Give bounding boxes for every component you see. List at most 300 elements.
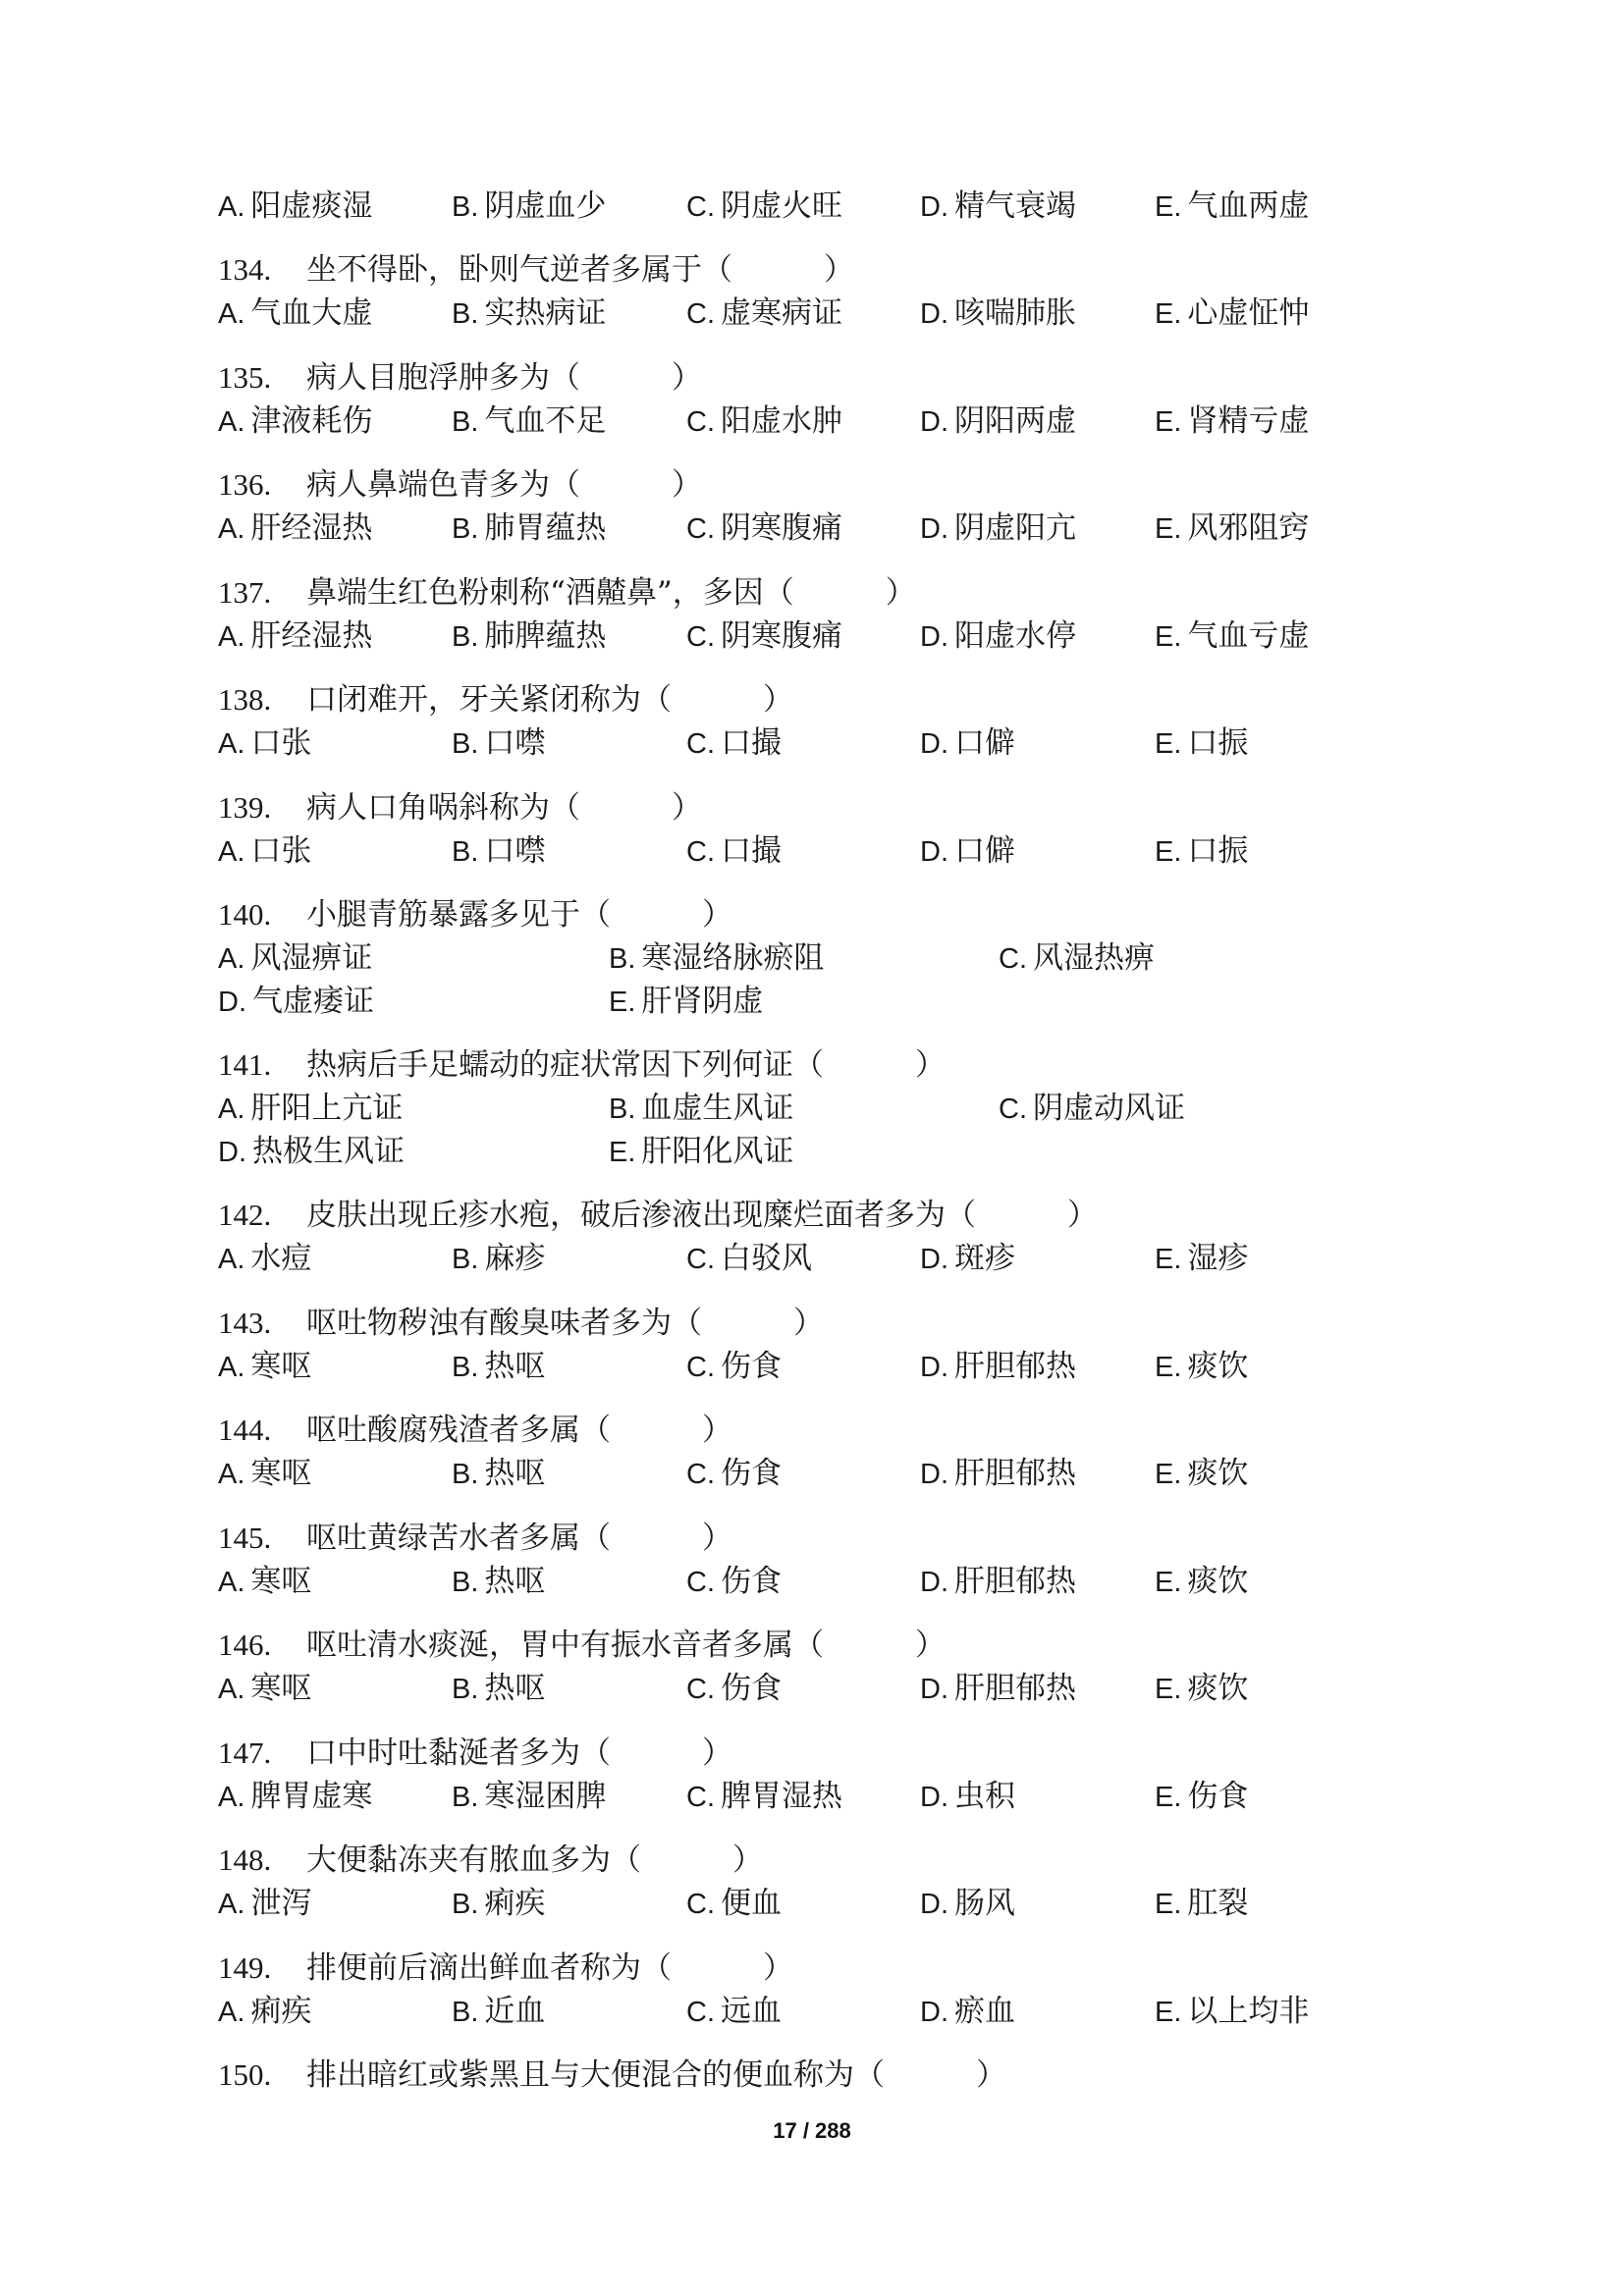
option-a bbox=[218, 400, 372, 444]
options-row bbox=[218, 1130, 1396, 1173]
option-c bbox=[686, 1237, 812, 1281]
question-text: 鼻端生红色粉刺称“酒齄鼻”，多因（ ） bbox=[306, 574, 916, 611]
option-letter: B. bbox=[452, 405, 479, 438]
option-text: 阳虚水肿 bbox=[721, 402, 842, 439]
option-text: 热呕 bbox=[484, 1563, 546, 1599]
option-letter: B. bbox=[452, 835, 479, 868]
option-text: 肝经湿热 bbox=[250, 617, 373, 654]
option-text: 泄泻 bbox=[250, 1886, 312, 1921]
option-c bbox=[686, 1990, 782, 2034]
option-a bbox=[218, 829, 311, 874]
question-text: 小腿青筋暴露多见于（ ） bbox=[306, 897, 732, 933]
options-row bbox=[218, 507, 1396, 550]
question-stem bbox=[218, 1839, 1396, 1882]
option-text: 远血 bbox=[721, 1993, 782, 2029]
option-letter: C. bbox=[686, 1351, 715, 1383]
option-a bbox=[218, 1452, 311, 1496]
question-number: 145. bbox=[218, 1520, 272, 1555]
option-letter: B. bbox=[452, 191, 479, 223]
option-text: 伤食 bbox=[721, 1456, 782, 1491]
option-letter: C. bbox=[686, 1781, 715, 1813]
option-text: 口噤 bbox=[484, 725, 546, 761]
option-text: 肝阳上亢证 bbox=[250, 1091, 404, 1126]
option-letter: C. bbox=[686, 1459, 715, 1490]
option-c bbox=[686, 1452, 782, 1496]
option-text: 口振 bbox=[1187, 725, 1249, 761]
option-letter: D. bbox=[218, 987, 246, 1018]
option-text: 湿疹 bbox=[1187, 1241, 1249, 1276]
option-letter: D. bbox=[920, 1351, 948, 1383]
option-letter: B. bbox=[452, 1459, 479, 1490]
option-b bbox=[452, 721, 545, 766]
option-text: 阴寒腹痛 bbox=[721, 617, 842, 654]
option-b bbox=[452, 292, 606, 336]
question-stem bbox=[218, 2054, 1396, 2097]
question-item bbox=[218, 1947, 1396, 2033]
question-item bbox=[218, 1409, 1396, 1495]
option-letter: E. bbox=[1155, 513, 1182, 545]
option-e bbox=[1155, 829, 1248, 874]
option-letter: A. bbox=[218, 1781, 245, 1813]
option-letter: E. bbox=[1155, 1459, 1182, 1490]
option-letter: B. bbox=[452, 1351, 479, 1383]
question-text: 排便前后滴出鲜血者称为（ ） bbox=[306, 1949, 793, 1986]
option-a bbox=[218, 507, 372, 551]
question-stem bbox=[218, 463, 1396, 507]
option-b bbox=[452, 1990, 545, 2034]
option-a bbox=[218, 614, 372, 659]
question-item bbox=[218, 1517, 1396, 1603]
question-stem bbox=[218, 248, 1396, 292]
question-text: 呕吐清水痰涎，胃中有振水音者多属（ ） bbox=[306, 1628, 946, 1663]
question-stem bbox=[218, 1732, 1396, 1775]
option-c bbox=[686, 1667, 782, 1711]
option-text: 口振 bbox=[1187, 832, 1249, 869]
option-text: 阴虚火旺 bbox=[721, 188, 842, 224]
question-item bbox=[218, 463, 1396, 550]
option-letter: A. bbox=[218, 1566, 245, 1598]
option-letter: D. bbox=[920, 728, 948, 760]
question-133-options bbox=[218, 185, 1396, 228]
option-d bbox=[218, 1130, 405, 1174]
option-a bbox=[218, 1882, 311, 1926]
question-text: 大便黏冻夹有脓血多为（ ） bbox=[306, 1842, 763, 1878]
question-number: 136. bbox=[218, 467, 272, 502]
option-e bbox=[1155, 1667, 1248, 1711]
option-text: 热呕 bbox=[484, 1348, 546, 1384]
option-text: 脾胃湿热 bbox=[721, 1778, 842, 1814]
option-c bbox=[686, 507, 842, 551]
question-item bbox=[218, 678, 1396, 765]
option-text: 寒呕 bbox=[250, 1671, 312, 1706]
option-a bbox=[218, 936, 372, 981]
option-letter: C. bbox=[686, 1889, 715, 1920]
option-letter: C. bbox=[686, 728, 715, 760]
option-c bbox=[686, 1882, 782, 1926]
option-d bbox=[920, 1775, 1015, 1819]
option-letter: E. bbox=[1155, 405, 1182, 438]
options-row bbox=[218, 980, 1396, 1023]
option-b bbox=[452, 1667, 545, 1711]
option-text: 血虚生风证 bbox=[641, 1091, 794, 1126]
option-text: 近血 bbox=[484, 1993, 546, 2029]
option-c bbox=[686, 185, 842, 229]
option-c bbox=[999, 1087, 1185, 1131]
question-number: 146. bbox=[218, 1628, 272, 1662]
option-c bbox=[999, 936, 1155, 981]
option-text: 口僻 bbox=[954, 725, 1015, 761]
option-text: 伤食 bbox=[721, 1563, 782, 1599]
option-text: 风湿痹证 bbox=[250, 940, 373, 976]
option-letter: D. bbox=[920, 1566, 948, 1598]
option-d bbox=[920, 1667, 1076, 1711]
option-d bbox=[920, 1990, 1015, 2034]
options-row bbox=[218, 1452, 1396, 1495]
option-text: 咳喘肺胀 bbox=[954, 295, 1076, 331]
option-text: 阳虚水停 bbox=[954, 617, 1076, 654]
option-text: 水痘 bbox=[250, 1241, 312, 1276]
option-a bbox=[218, 1667, 311, 1711]
option-e bbox=[609, 980, 763, 1024]
question-number: 141. bbox=[218, 1047, 272, 1082]
option-text: 便血 bbox=[721, 1886, 782, 1921]
option-letter: D. bbox=[920, 1244, 948, 1275]
option-text: 肛裂 bbox=[1187, 1886, 1249, 1921]
option-text: 口撮 bbox=[721, 832, 782, 869]
option-e bbox=[1155, 1990, 1309, 2034]
option-text: 热呕 bbox=[484, 1456, 546, 1491]
option-letter: A. bbox=[218, 1459, 245, 1490]
option-text: 寒呕 bbox=[250, 1563, 312, 1599]
question-item bbox=[218, 1043, 1396, 1173]
option-letter: D. bbox=[920, 620, 948, 653]
option-text: 痢疾 bbox=[250, 1993, 312, 2029]
option-text: 热极生风证 bbox=[252, 1134, 405, 1169]
option-letter: B. bbox=[609, 943, 636, 975]
option-letter: B. bbox=[452, 620, 479, 653]
question-text: 病人口角㖞斜称为（ ） bbox=[306, 789, 702, 826]
option-b bbox=[452, 829, 545, 874]
question-stem bbox=[218, 1194, 1396, 1237]
option-text: 痰饮 bbox=[1187, 1671, 1249, 1706]
question-number: 143. bbox=[218, 1305, 272, 1340]
option-d bbox=[920, 614, 1076, 659]
option-c bbox=[686, 1775, 842, 1819]
question-stem bbox=[218, 1947, 1396, 1990]
option-c bbox=[686, 1345, 782, 1389]
option-letter: A. bbox=[218, 1244, 245, 1275]
option-d bbox=[920, 292, 1076, 336]
option-e bbox=[1155, 185, 1309, 229]
option-letter: C. bbox=[686, 405, 715, 438]
option-letter: A. bbox=[218, 298, 245, 330]
question-item bbox=[218, 1194, 1396, 1280]
question-number: 142. bbox=[218, 1198, 272, 1232]
option-d bbox=[920, 1237, 1015, 1281]
option-d bbox=[920, 1560, 1076, 1604]
question-number: 139. bbox=[218, 789, 272, 825]
option-b bbox=[452, 185, 606, 229]
option-a bbox=[218, 1237, 311, 1281]
option-letter: D. bbox=[218, 1137, 246, 1168]
option-letter: E. bbox=[1155, 1566, 1182, 1598]
question-item bbox=[218, 1839, 1396, 1925]
options-row bbox=[218, 1560, 1396, 1603]
question-number: 149. bbox=[218, 1949, 272, 1985]
option-c bbox=[686, 292, 842, 336]
question-text: 呕吐酸腐残渣者多属（ ） bbox=[306, 1413, 732, 1448]
question-item bbox=[218, 1732, 1396, 1818]
option-e bbox=[609, 1130, 793, 1174]
option-e bbox=[1155, 507, 1309, 551]
option-e bbox=[1155, 1452, 1248, 1496]
options-row bbox=[218, 292, 1396, 335]
option-a bbox=[218, 1087, 403, 1131]
option-d bbox=[920, 1452, 1076, 1496]
option-text: 热呕 bbox=[484, 1671, 546, 1706]
option-e bbox=[1155, 1345, 1248, 1389]
question-item bbox=[218, 248, 1396, 335]
option-text: 伤食 bbox=[721, 1348, 782, 1384]
question-item bbox=[218, 571, 1396, 658]
option-letter: E. bbox=[1155, 1781, 1182, 1813]
option-text: 伤食 bbox=[721, 1671, 782, 1706]
option-letter: C. bbox=[686, 1996, 715, 2028]
option-letter: E. bbox=[609, 987, 636, 1018]
question-number: 140. bbox=[218, 897, 272, 932]
question-text: 口闭难开，牙关紧闭称为（ ） bbox=[306, 682, 793, 718]
option-b bbox=[452, 1775, 606, 1819]
option-letter: B. bbox=[452, 298, 479, 330]
option-c bbox=[686, 1560, 782, 1604]
option-c bbox=[686, 721, 782, 766]
options-row bbox=[218, 1345, 1396, 1388]
option-text: 肝经湿热 bbox=[250, 510, 373, 546]
options-row bbox=[218, 1667, 1396, 1710]
option-text: 风邪阻窍 bbox=[1187, 510, 1310, 546]
question-stem bbox=[218, 1302, 1396, 1345]
option-letter: B. bbox=[452, 1244, 479, 1275]
question-text: 口中时吐黏涎者多为（ ） bbox=[306, 1735, 732, 1771]
question-number: 144. bbox=[218, 1413, 272, 1447]
question-number: 150. bbox=[218, 2057, 272, 2092]
question-text: 坐不得卧，卧则气逆者多属于（ ） bbox=[306, 252, 854, 288]
option-text: 虚寒病证 bbox=[721, 295, 842, 331]
option-a bbox=[218, 1990, 311, 2034]
option-text: 精气衰竭 bbox=[954, 188, 1076, 224]
options-row bbox=[218, 400, 1396, 443]
question-stem bbox=[218, 893, 1396, 936]
option-text: 口张 bbox=[250, 832, 312, 869]
option-text: 气血亏虚 bbox=[1187, 617, 1310, 654]
option-text: 阴虚动风证 bbox=[1033, 1091, 1185, 1126]
option-b bbox=[452, 507, 606, 551]
option-letter: A. bbox=[218, 1889, 245, 1920]
option-text: 痰饮 bbox=[1187, 1563, 1249, 1599]
option-letter: C. bbox=[686, 1566, 715, 1598]
option-text: 心虚怔忡 bbox=[1187, 295, 1310, 331]
question-stem bbox=[218, 1624, 1396, 1667]
question-stem bbox=[218, 1409, 1396, 1452]
page-number: 17 / 288 bbox=[773, 2118, 851, 2143]
option-letter: E. bbox=[1155, 298, 1182, 330]
option-letter: D. bbox=[920, 191, 948, 223]
options-row bbox=[218, 1087, 1396, 1130]
option-letter: D. bbox=[920, 298, 948, 330]
option-letter: B. bbox=[452, 1996, 479, 2028]
option-text: 白驳风 bbox=[721, 1241, 812, 1276]
option-letter: B. bbox=[452, 513, 479, 545]
option-text: 阴虚血少 bbox=[484, 188, 607, 224]
option-letter: A. bbox=[218, 835, 245, 868]
option-b bbox=[609, 1087, 793, 1131]
option-text: 实热病证 bbox=[484, 295, 607, 331]
option-letter: A. bbox=[218, 728, 245, 760]
option-text: 肝胆郁热 bbox=[954, 1563, 1076, 1599]
option-letter: A. bbox=[218, 405, 245, 438]
option-d bbox=[920, 1345, 1076, 1389]
option-letter: A. bbox=[218, 1996, 245, 2028]
option-e bbox=[1155, 400, 1309, 444]
option-letter: A. bbox=[218, 943, 245, 975]
option-text: 阴虚阳亢 bbox=[954, 510, 1076, 546]
option-letter: C. bbox=[686, 1674, 715, 1705]
question-stem bbox=[218, 356, 1396, 400]
option-letter: C. bbox=[999, 1094, 1027, 1125]
options-row bbox=[218, 721, 1396, 765]
question-item bbox=[218, 893, 1396, 1023]
option-text: 肝阳化风证 bbox=[641, 1134, 794, 1169]
option-letter: C. bbox=[686, 620, 715, 653]
question-item bbox=[218, 786, 1396, 873]
option-b bbox=[452, 400, 606, 444]
option-letter: B. bbox=[452, 1674, 479, 1705]
option-text: 肝胆郁热 bbox=[954, 1348, 1076, 1384]
option-b bbox=[452, 1345, 545, 1389]
option-text: 肺胃蕴热 bbox=[484, 510, 607, 546]
option-letter: D. bbox=[920, 513, 948, 545]
option-text: 口撮 bbox=[721, 725, 782, 761]
option-letter: E. bbox=[609, 1137, 636, 1168]
option-text: 斑疹 bbox=[954, 1241, 1015, 1276]
question-text: 排出暗红或紫黑且与大便混合的便血称为（ ） bbox=[306, 2057, 1006, 2093]
option-letter: C. bbox=[686, 298, 715, 330]
option-d bbox=[920, 829, 1015, 874]
option-text: 寒湿困脾 bbox=[484, 1778, 607, 1814]
option-c bbox=[686, 614, 842, 659]
option-text: 阴阳两虚 bbox=[954, 402, 1076, 439]
question-number: 138. bbox=[218, 682, 272, 717]
option-letter: C. bbox=[686, 191, 715, 223]
option-e bbox=[1155, 1560, 1248, 1604]
question-stem bbox=[218, 786, 1396, 829]
option-text: 气虚痿证 bbox=[252, 984, 374, 1019]
option-letter: D. bbox=[920, 1889, 948, 1920]
question-stem bbox=[218, 678, 1396, 721]
question-number: 135. bbox=[218, 359, 272, 395]
option-letter: A. bbox=[218, 1351, 245, 1383]
option-text: 阴寒腹痛 bbox=[721, 510, 842, 546]
option-text: 痰饮 bbox=[1187, 1348, 1249, 1384]
option-b bbox=[452, 1882, 545, 1926]
option-b bbox=[609, 936, 824, 981]
question-item bbox=[218, 1302, 1396, 1388]
option-text: 口僻 bbox=[954, 832, 1015, 869]
question-text: 皮肤出现丘疹水疱，破后渗液出现糜烂面者多为（ ） bbox=[306, 1198, 1098, 1233]
option-text: 气血大虚 bbox=[250, 295, 373, 331]
option-e bbox=[1155, 1882, 1248, 1926]
question-number: 134. bbox=[218, 252, 272, 287]
option-text: 以上均非 bbox=[1187, 1993, 1310, 2029]
question-text: 呕吐物秽浊有酸臭味者多为（ ） bbox=[306, 1305, 824, 1341]
option-letter: E. bbox=[1155, 1351, 1182, 1383]
question-text: 热病后手足蠕动的症状常因下列何证（ ） bbox=[306, 1047, 946, 1083]
options-row bbox=[218, 1990, 1396, 2033]
option-b bbox=[452, 1452, 545, 1496]
question-item bbox=[218, 1624, 1396, 1710]
option-d bbox=[920, 507, 1076, 551]
option-text: 津液耗伤 bbox=[250, 402, 373, 439]
option-text: 口张 bbox=[250, 725, 312, 761]
option-text: 瘀血 bbox=[954, 1993, 1015, 2029]
question-item bbox=[218, 2054, 1396, 2097]
options-row bbox=[218, 829, 1396, 873]
option-letter: A. bbox=[218, 620, 245, 653]
option-a bbox=[218, 721, 311, 766]
option-e bbox=[1155, 614, 1309, 659]
question-stem bbox=[218, 1043, 1396, 1087]
option-d bbox=[218, 980, 374, 1024]
option-text: 阳虚痰湿 bbox=[250, 188, 373, 224]
option-letter: E. bbox=[1155, 191, 1182, 223]
option-e bbox=[1155, 1237, 1248, 1281]
option-letter: B. bbox=[452, 728, 479, 760]
option-text: 寒呕 bbox=[250, 1348, 312, 1384]
option-text: 肝胆郁热 bbox=[954, 1671, 1076, 1706]
question-stem bbox=[218, 1517, 1396, 1560]
option-letter: E. bbox=[1155, 835, 1182, 868]
option-letter: E. bbox=[1155, 1889, 1182, 1920]
option-text: 虫积 bbox=[954, 1778, 1015, 1814]
option-letter: C. bbox=[686, 835, 715, 868]
option-text: 痢疾 bbox=[484, 1886, 546, 1921]
question-text: 呕吐黄绿苦水者多属（ ） bbox=[306, 1520, 732, 1556]
option-c bbox=[686, 400, 842, 444]
option-letter: A. bbox=[218, 1674, 245, 1705]
option-a bbox=[218, 185, 372, 229]
options-row bbox=[218, 185, 1396, 228]
option-letter: A. bbox=[218, 191, 245, 223]
option-letter: B. bbox=[452, 1566, 479, 1598]
option-text: 气血两虚 bbox=[1187, 188, 1310, 224]
option-letter: D. bbox=[920, 405, 948, 438]
option-b bbox=[452, 1560, 545, 1604]
question-number: 147. bbox=[218, 1735, 272, 1770]
option-letter: D. bbox=[920, 1674, 948, 1705]
option-letter: B. bbox=[452, 1889, 479, 1920]
option-letter: E. bbox=[1155, 620, 1182, 653]
question-item bbox=[218, 356, 1396, 443]
option-a bbox=[218, 1775, 372, 1819]
question-stem bbox=[218, 571, 1396, 614]
option-letter: D. bbox=[920, 1996, 948, 2028]
option-text: 寒湿络脉瘀阻 bbox=[641, 940, 825, 976]
option-d bbox=[920, 1882, 1015, 1926]
question-number: 137. bbox=[218, 574, 272, 610]
question-text: 病人目胞浮肿多为（ ） bbox=[306, 359, 702, 396]
option-letter: D. bbox=[920, 1781, 948, 1813]
question-text: 病人鼻端色青多为（ ） bbox=[306, 467, 702, 503]
